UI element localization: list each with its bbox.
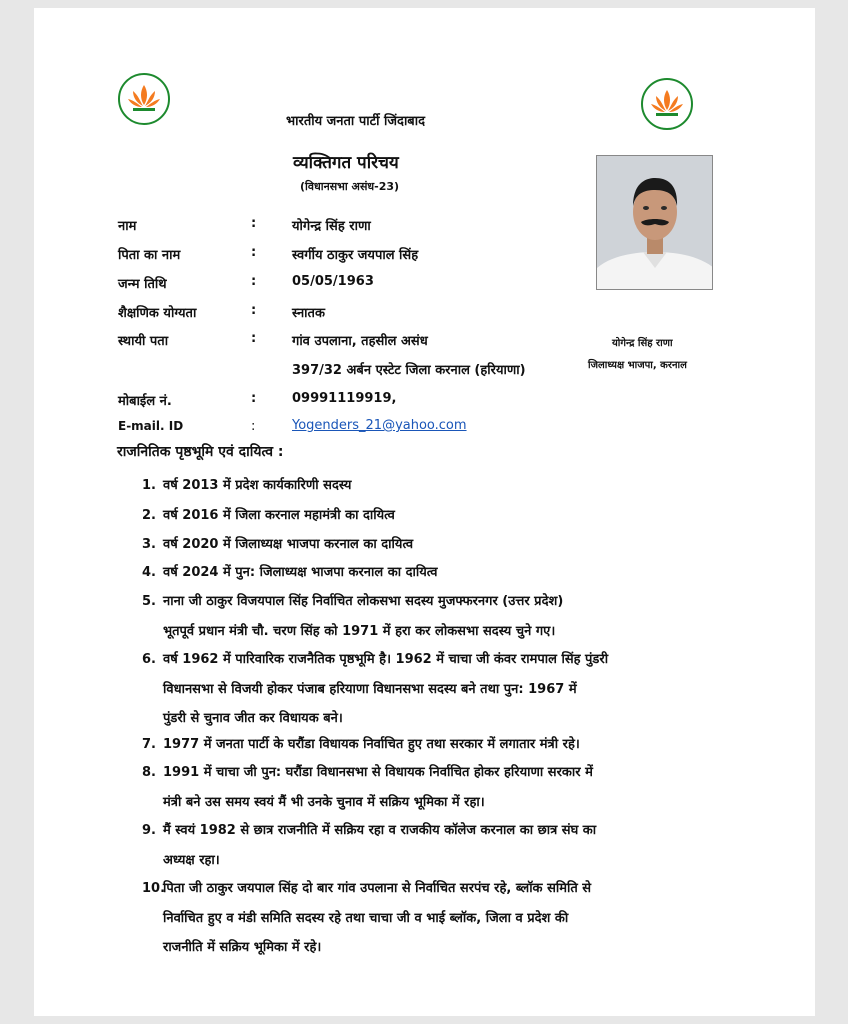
person-portrait-icon (597, 156, 713, 290)
bjp-lotus-logo-left (118, 73, 170, 125)
address-value-line1: गांव उपलाना, तहसील असंध (292, 334, 428, 349)
list-item (142, 501, 702, 531)
name-value: योगेन्द्र सिंह राणा (292, 219, 371, 234)
bjp-lotus-logo-right (641, 78, 693, 130)
item-number: 10. (142, 881, 166, 896)
item-number: 5. (142, 594, 156, 609)
item-text: नाना जी ठाकुर विजयपाल सिंह निर्वाचित लोकसभा सदस्य मुजफ्फरनगर (उत्तर प्रदेश) (163, 594, 564, 609)
address-value-line2: 397/32 अर्बन एस्टेट जिला करनाल (हरियाणा) (292, 363, 526, 378)
item-text: निर्वाचित हुए व मंडी समिति सदस्य रहे तथा चाचा जी व भाई ब्लॉक, जिला व प्रदेश की (163, 910, 569, 926)
lotus-icon (124, 79, 164, 119)
list-item (142, 471, 702, 501)
mobile-label: मोबाईल नं. (118, 394, 172, 409)
item-number: 3. (142, 537, 156, 552)
education-label: शैक्षणिक योग्यता (118, 306, 197, 321)
father-name-label: पिता का नाम (118, 248, 181, 263)
item-text: अध्यक्ष रहा। (163, 852, 220, 868)
item-text: राजनीति में सक्रिय भूमिका में रहे। (163, 940, 322, 955)
list-item (142, 530, 702, 560)
item-text: विधानसभा से विजयी होकर पंजाब हरियाणा विधानसभा सदस्य बने तथा पुन: 1967 में (163, 681, 577, 697)
colon-separator: : (251, 303, 257, 318)
name-label: नाम (118, 219, 137, 234)
dob-value: 05/05/1963 (292, 274, 374, 289)
item-number: 6. (142, 652, 156, 667)
lotus-icon (647, 84, 687, 124)
education-value: स्नातक (292, 306, 325, 321)
colon-separator: : (251, 274, 257, 289)
item-text: वर्ष 2020 में जिलाध्यक्ष भाजपा करनाल का दायित्व (163, 537, 414, 552)
colon-separator: : (251, 419, 256, 434)
dob-label: जन्म तिथि (118, 277, 167, 292)
list-item (142, 645, 702, 734)
item-number: 4. (142, 565, 156, 580)
profile-photo (596, 155, 713, 290)
address-label: स्थायी पता (118, 334, 169, 349)
document-subtitle: (विधानसभा असंध-23) (300, 180, 400, 193)
item-text: 1977 में जनता पार्टी के घरौंडा विधायक निर्वाचित हुए तथा सरकार में लगातार मंत्री रहे। (163, 737, 580, 752)
item-text: वर्ष 1962 में पारिवारिक राजनैतिक पृष्ठभूमि है। 1962 में चाचा जी कंवर रामपाल सिंह पुंडरी (163, 652, 609, 667)
photo-caption-post: जिलाध्यक्ष भाजपा, करनाल (588, 360, 687, 371)
item-text: वर्ष 2016 में जिला करनाल महामंत्री का दायित्व (163, 508, 395, 523)
father-name-value: स्वर्गीय ठाकुर जयपाल सिंह (292, 248, 419, 263)
list-item (142, 816, 702, 875)
list-item (142, 730, 702, 760)
party-slogan: भारतीय जनता पार्टी जिंदाबाद (286, 114, 426, 129)
email-link[interactable]: Yogenders_21@yahoo.com (292, 418, 467, 433)
email-label: E-mail. ID (118, 419, 184, 433)
item-text: भूतपूर्व प्रधान मंत्री चौ. चरण सिंह को 1971 में हरा कर लोकसभा सदस्य चुने गए। (163, 623, 556, 639)
list-item (142, 874, 702, 963)
item-text: पिता जी ठाकुर जयपाल सिंह दो बार गांव उपलाना से निर्वाचित सरपंच रहे, ब्लॉक समिति से (163, 881, 592, 896)
political-background-heading: राजनितिक पृष्ठभूमि एवं दायित्व : (117, 444, 284, 460)
list-item (142, 758, 702, 817)
item-text: वर्ष 2024 में पुन: जिलाध्यक्ष भाजपा करनाल का दायित्व (163, 565, 438, 580)
item-number: 9. (142, 823, 156, 838)
item-text: 1991 में चाचा जी पुन: घरौंडा विधानसभा से विधायक निर्वाचित होकर हरियाणा सरकार में (163, 765, 593, 780)
item-text: मंत्री बने उस समय स्वयं मैं भी उनके चुनाव में सक्रिय भूमिका में रहा। (163, 794, 485, 810)
photo-caption-name: योगेन्द्र सिंह राणा (612, 338, 673, 349)
list-item (142, 587, 702, 646)
list-item (142, 558, 702, 588)
mobile-value: 09991119919, (292, 391, 397, 406)
colon-separator: : (251, 245, 257, 260)
item-text: पुंडरी से चुनाव जीत कर विधायक बने। (163, 711, 343, 726)
item-text: वर्ष 2013 में प्रदेश कार्यकारिणी सदस्य (163, 478, 352, 493)
item-number: 2. (142, 508, 156, 523)
item-number: 8. (142, 765, 156, 780)
colon-separator: : (251, 331, 257, 346)
colon-separator: : (251, 216, 257, 231)
colon-separator: : (251, 391, 257, 406)
item-text: मैं स्वयं 1982 से छात्र राजनीति में सक्रिय रहा व राजकीय कॉलेज करनाल का छात्र संघ का (163, 823, 597, 838)
item-number: 7. (142, 737, 156, 752)
item-number: 1. (142, 478, 156, 493)
document-title: व्यक्तिगत परिचय (293, 153, 399, 173)
